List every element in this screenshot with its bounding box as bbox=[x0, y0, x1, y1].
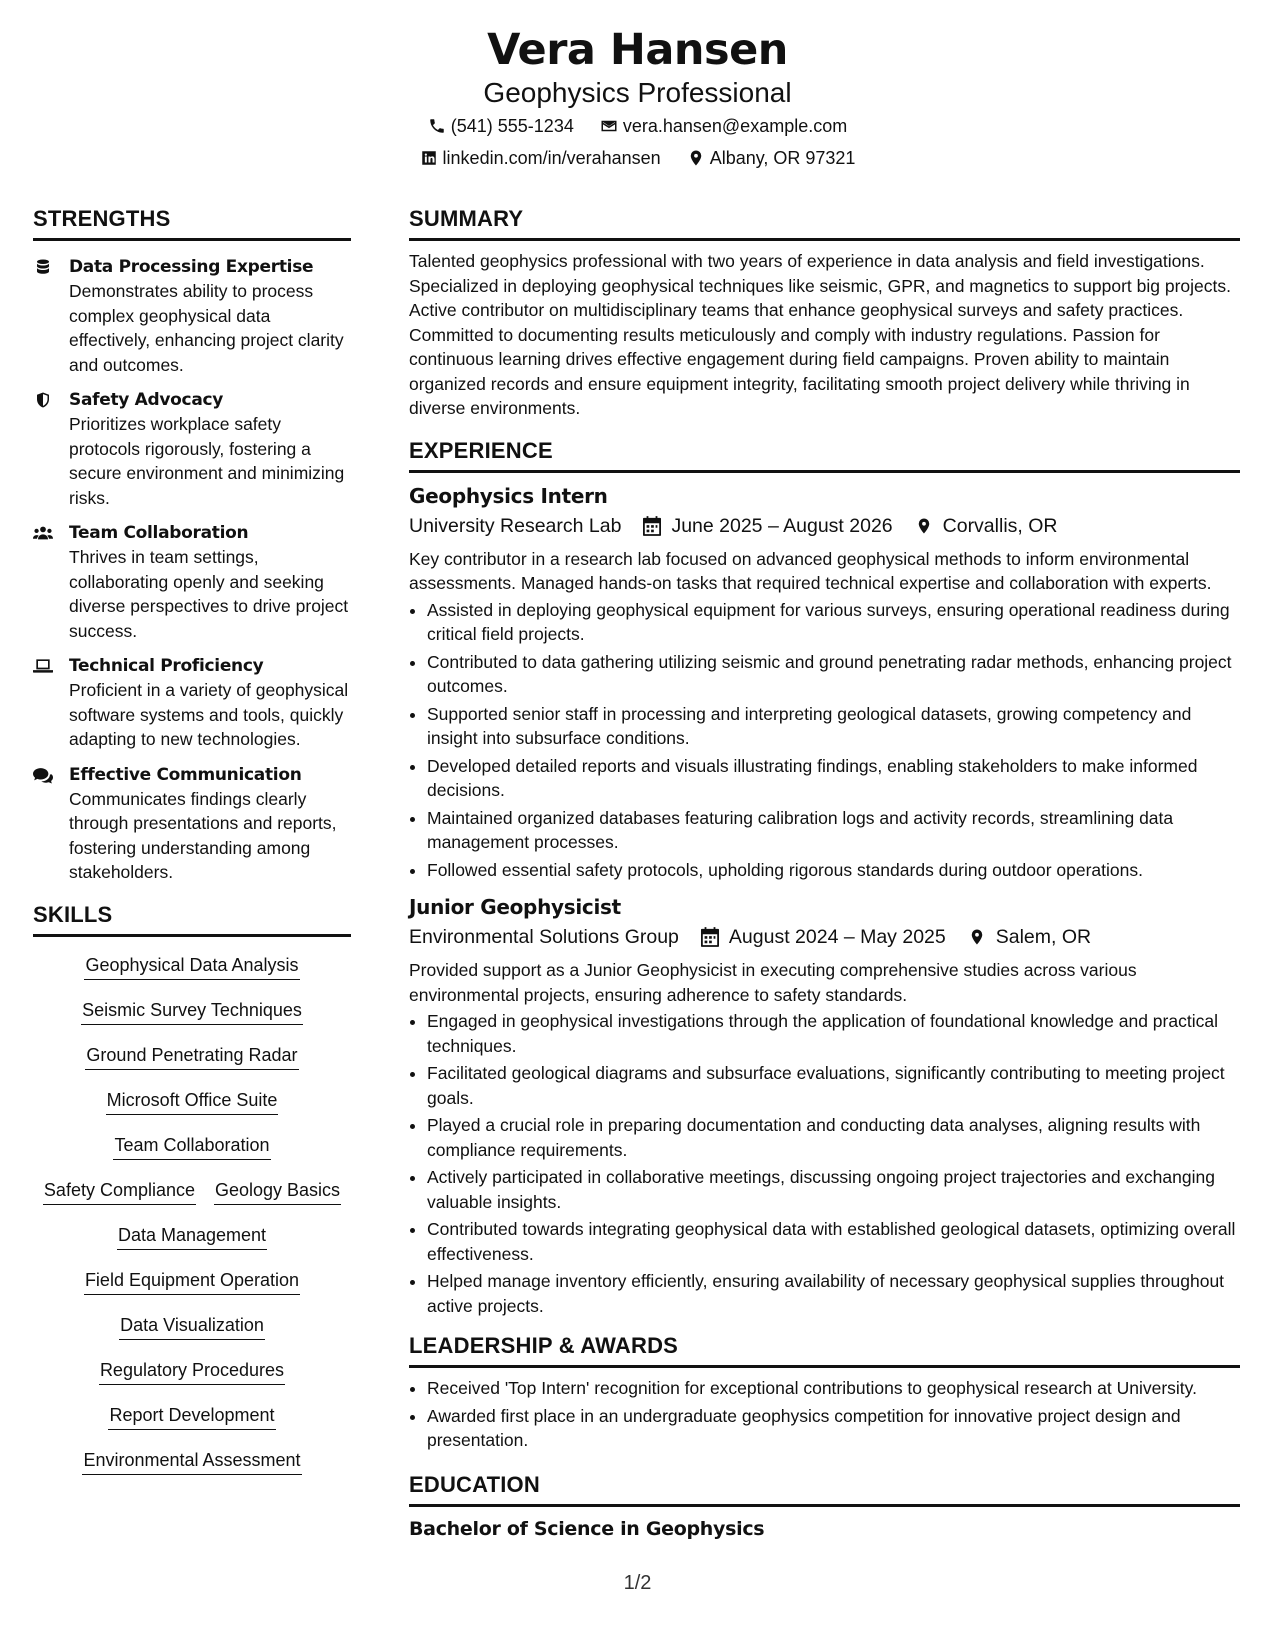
summary-heading: SUMMARY bbox=[409, 205, 1240, 241]
bullet-item: • Actively participated in collaborative meetings, discussing ongoing project trajectories and exchanging valuable insights. bbox=[427, 1165, 1240, 1214]
map-marker-icon bbox=[687, 149, 705, 167]
strength-desc: Proficient in a variety of geophysical software systems and tools, quickly adapting to new technologies. bbox=[69, 680, 349, 749]
contact-row-2 bbox=[0, 142, 1275, 174]
leadership-bullets bbox=[409, 1376, 1240, 1453]
calendar-icon bbox=[701, 927, 719, 947]
envelope-icon bbox=[600, 117, 618, 135]
strength-desc: Thrives in team settings, collaborating openly and seeking diverse perspectives to drive project success. bbox=[69, 547, 349, 641]
email-contact[interactable] bbox=[600, 110, 847, 142]
job-title: Junior Geophysicist bbox=[409, 895, 621, 919]
strength-desc: Communicates findings clearly through presentations and reports, fostering understanding among stakeholders. bbox=[69, 788, 337, 882]
bullet-item: • Facilitated geological diagrams and subsurface evaluations, significantly contributing to meeting project goals. bbox=[427, 1061, 1240, 1110]
summary-text: Talented geophysics professional with two years of experience in data analysis and field investigations. Specialized in deploying geophysical techniques like seismic, GPR, and magnetics to support big projects. Active contributor on multidisciplinary teams that enhance geophysical surveys and safety practices. Committed to documenting results meticulously and comply with industry regulations. Passion for continuous learning drives effective engagement during field campaigns. Proven ability to maintain organized records and ensure equipment integrity, facilitating smooth project delivery while thriving in diverse environments. bbox=[409, 251, 1231, 418]
bullet-item: • Played a crucial role in preparing documentation and conducting data analyses, aligning results with compliance requirements. bbox=[427, 1113, 1240, 1162]
professional-title: Geophysics Professional bbox=[483, 77, 792, 108]
skill-tag: Microsoft Office Suite bbox=[106, 1088, 279, 1115]
bullet-item: • Engaged in geophysical investigations through the application of foundational knowledge and practical techniques. bbox=[427, 1009, 1240, 1058]
job-bullets bbox=[409, 1009, 1240, 1318]
job-location: Salem, OR bbox=[995, 926, 1092, 948]
education-heading: EDUCATION bbox=[409, 1471, 1240, 1507]
job-description: Key contributor in a research lab focused on advanced geophysical methods to inform environmental assessments. Managed hands-on tasks that required technical expertise and collaboration with experts. bbox=[409, 548, 1212, 593]
job-location: Corvallis, OR bbox=[942, 514, 1058, 537]
strength-title: Effective Communication bbox=[69, 764, 302, 785]
bullet-item: • Assisted in deploying geophysical equipment for various surveys, ensuring operational readiness during critical field projects. bbox=[427, 598, 1240, 647]
linkedin-contact[interactable] bbox=[420, 142, 661, 174]
map-marker-icon bbox=[915, 516, 933, 536]
strengths-list bbox=[33, 255, 351, 885]
skill-tag: Ground Penetrating Radar bbox=[85, 1043, 298, 1070]
experience-heading: EXPERIENCE bbox=[409, 437, 1240, 473]
left-column bbox=[33, 205, 351, 1493]
email-text: vera.hansen@example.com bbox=[622, 116, 848, 136]
phone-contact[interactable] bbox=[428, 110, 574, 142]
strength-title: Team Collaboration bbox=[69, 523, 249, 543]
skills-heading: SKILLS bbox=[33, 901, 351, 937]
users-icon bbox=[33, 524, 53, 542]
skill-tag: Report Development bbox=[108, 1403, 275, 1430]
skill-tag: Seismic Survey Techniques bbox=[81, 998, 303, 1025]
job-entry bbox=[409, 481, 1240, 883]
bullet-item: • Supported senior staff in processing and interpreting geological datasets, growing competency and insight into subsurface conditions. bbox=[427, 702, 1240, 751]
skill-tag: Safety Compliance bbox=[43, 1178, 196, 1205]
bullet-item: • Awarded first place in an undergraduate geophysics competition for innovative project design and presentation. bbox=[427, 1404, 1240, 1453]
bullet-item: • Contributed to data gathering utilizing seismic and ground penetrating radar methods, enhancing project outcomes. bbox=[427, 650, 1240, 699]
job-company: Environmental Solutions Group bbox=[409, 926, 679, 948]
strength-desc: Prioritizes workplace safety protocols rigorously, fostering a secure environment and minimizing risks. bbox=[69, 414, 345, 508]
job-dates: June 2025 – August 2026 bbox=[671, 514, 893, 537]
bullet-item: • Developed detailed reports and visuals illustrating findings, enabling stakeholders to make informed decisions. bbox=[427, 754, 1240, 803]
bullet-item: • Helped manage inventory efficiently, ensuring availability of necessary geophysical supplies throughout active projects. bbox=[427, 1269, 1240, 1318]
candidate-name: Vera Hansen bbox=[487, 25, 788, 75]
skills-list bbox=[33, 953, 351, 1493]
location-text: Albany, OR 97321 bbox=[709, 148, 856, 168]
bullet-item: • Followed essential safety protocols, upholding rigorous standards during outdoor operations. bbox=[427, 858, 1240, 883]
linkedin-icon bbox=[420, 149, 438, 167]
strength-desc: Demonstrates ability to process complex geophysical data effectively, enhancing project clarity and outcomes. bbox=[69, 281, 344, 375]
strength-item bbox=[33, 388, 351, 510]
job-entry bbox=[409, 892, 1240, 1318]
linkedin-text: linkedin.com/in/verahansen bbox=[442, 148, 661, 168]
strength-title: Data Processing Expertise bbox=[69, 257, 314, 277]
degree-title: Bachelor of Science in Geophysics bbox=[409, 1517, 765, 1540]
skill-tag: Team Collaboration bbox=[113, 1133, 270, 1160]
job-dates: August 2024 – May 2025 bbox=[728, 926, 946, 948]
skill-tag: Environmental Assessment bbox=[82, 1448, 301, 1475]
strength-item bbox=[33, 255, 351, 377]
strength-item bbox=[33, 521, 351, 643]
phone-text: (541) 555-1234 bbox=[450, 116, 574, 136]
strength-title: Safety Advocacy bbox=[69, 390, 224, 410]
job-title: Geophysics Intern bbox=[409, 483, 608, 508]
bullet-item: • Contributed towards integrating geophysical data with established geological datasets, optimizing overall effectiveness. bbox=[427, 1217, 1240, 1266]
skill-tag: Geology Basics bbox=[214, 1178, 341, 1205]
skill-tag: Field Equipment Operation bbox=[84, 1268, 300, 1295]
calendar-icon bbox=[643, 516, 661, 536]
job-meta bbox=[409, 511, 1240, 541]
page-number: 1/2 bbox=[623, 1572, 652, 1594]
strength-item bbox=[33, 654, 351, 752]
map-marker-icon bbox=[968, 927, 986, 947]
strength-item bbox=[33, 763, 351, 885]
job-description: Provided support as a Junior Geophysicist in executing comprehensive studies across various environmental projects, ensuring adherence to safety standards. bbox=[409, 960, 1137, 1005]
database-icon bbox=[33, 258, 53, 276]
bullet-item: • Maintained organized databases featuring calibration logs and activity records, streamlining data management processes. bbox=[427, 806, 1240, 855]
bullet-item: • Received 'Top Intern' recognition for exceptional contributions to geophysical research at University. bbox=[427, 1376, 1240, 1401]
job-meta bbox=[409, 922, 1240, 952]
contact-row-1 bbox=[0, 110, 1275, 142]
resume-header bbox=[0, 22, 1275, 174]
location-contact bbox=[687, 142, 856, 174]
right-column bbox=[409, 205, 1240, 1543]
job-company: University Research Lab bbox=[409, 514, 622, 537]
skill-tag: Geophysical Data Analysis bbox=[84, 953, 299, 980]
laptop-icon bbox=[33, 657, 53, 675]
job-bullets bbox=[409, 598, 1240, 883]
shield-icon bbox=[33, 391, 53, 409]
strengths-heading: STRENGTHS bbox=[33, 205, 351, 241]
skill-tag: Data Visualization bbox=[119, 1313, 265, 1340]
skill-tag: Data Management bbox=[117, 1223, 267, 1250]
skill-tag: Regulatory Procedures bbox=[99, 1358, 285, 1385]
phone-icon bbox=[428, 117, 446, 135]
strength-title: Technical Proficiency bbox=[69, 656, 264, 676]
leadership-heading: LEADERSHIP & AWARDS bbox=[409, 1332, 1240, 1368]
comments-icon bbox=[33, 766, 53, 784]
